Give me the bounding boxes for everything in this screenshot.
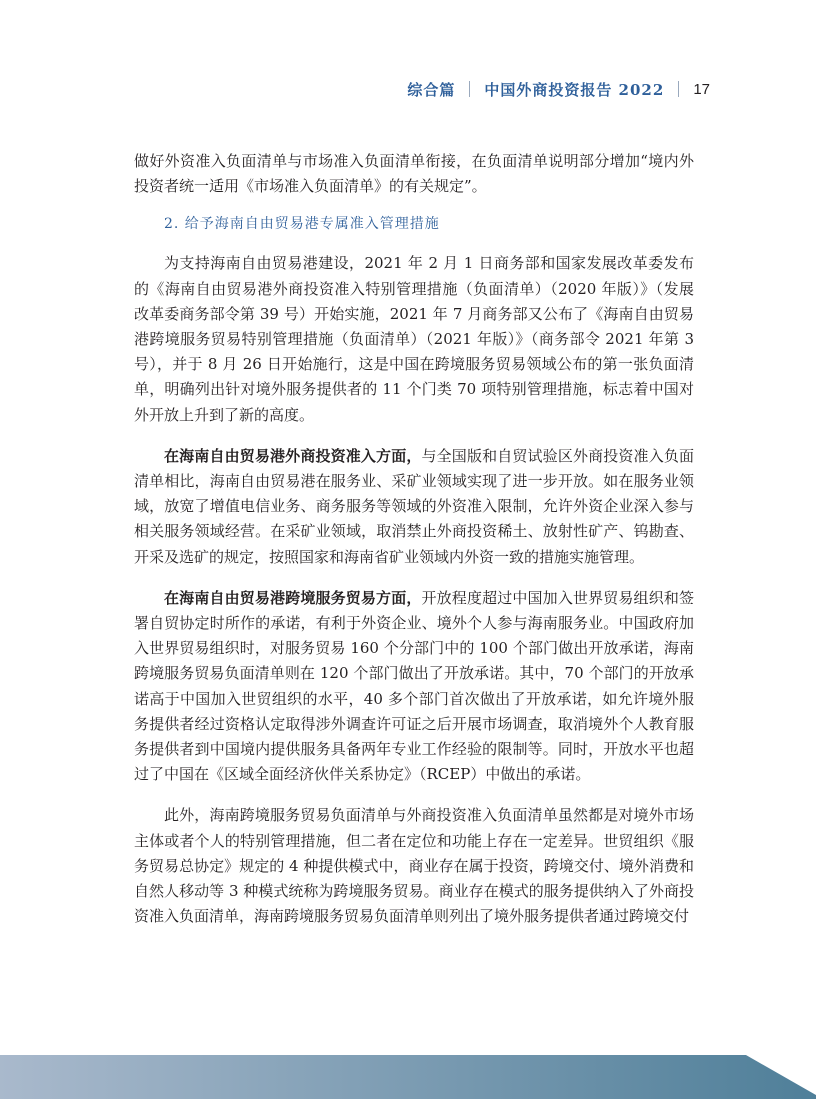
paragraph: 此外，海南跨境服务贸易负面清单与外商投资准入负面清单虽然都是对境外市场主体或者个人的特别管理措施，但二者在定位和功能上存在一定差异。世贸组织《服务贸易总协定》规定的 4 种提供模式中，商业存在属于投资，跨境交付、境外消费和自然人移动等 3 种模式统称为跨境服务贸易。商业存在模式的服务提供纳入了外商投资准入负面清单，海南跨境服务贸易负面清单则列出了境外服务提供者通过跨境交付 [134, 806, 694, 926]
header-divider [469, 81, 470, 97]
subsection-heading: 2. 给予海南自由贸易港专属准入管理措施 [164, 216, 440, 233]
paragraph [134, 444, 694, 570]
paragraph: 做好外资准入负面清单与市场准入负面清单衔接，在负面清单说明部分增加“境内外投资者统一适用《市场准入负面清单》的有关规定”。 [134, 152, 694, 196]
section-title: 综合篇 [407, 80, 456, 99]
paragraph-lead: 在海南自由贸易港跨境服务贸易方面， [164, 588, 422, 607]
paragraph [134, 586, 694, 788]
footer-decoration [0, 1055, 816, 1099]
paragraph-lead: 在海南自由贸易港外商投资准入方面， [164, 446, 422, 465]
paragraph-body: 开放程度超过中国加入世界贸易组织和签署自贸协定时所作的承诺，有利于外资企业、境外个人参与海南服务业。中国政府加入世界贸易组织时，对服务贸易 160 个分部门中的 100 个部门做出开放承诺，海南跨境服务贸易负面清单则在 120 个部门做出了开放承诺。其中，70 个部门的开放承诺高于中国加入世贸组织的水平，40 多个部门首次做出了开放承诺，如允许境外服务提供者经过资格认定取得涉外调查许可证之后开展市场调查，取消境外个人教育服务提供者到中国境内提供服务具备两年专业工作经验的限制等。同时，开放水平也超过了中国在《区域全面经济伙伴关系协定》（RCEP）中做出的承诺。 [134, 588, 694, 784]
paragraph-body: 与全国版和自贸试验区外商投资准入负面清单相比，海南自由贸易港在服务业、采矿业领域实现了进一步开放。如在服务业领域，放宽了增值电信业务、商务服务等领域的外资准入限制，允许外资企业深入参与相关服务领域经营。在采矿业领域，取消禁止外商投资稀土、放射性矿产、钨勘查、开采及选矿的规定，按照国家和海南省矿业领域内外资一致的措施实施管理。 [134, 446, 694, 566]
page-header [407, 78, 710, 100]
body-text [134, 149, 694, 945]
page-number: 17 [693, 80, 710, 98]
report-title: 中国外商投资报告 2022 [484, 80, 665, 99]
header-divider [678, 81, 679, 97]
paragraph: 为支持海南自由贸易港建设，2021 年 2 月 1 日商务部和国家发展改革委发布的《海南自由贸易港外商投资准入特别管理措施（负面清单）（2020 年版）》（发展改革委商务部令第 39 号）开始实施，2021 年 7 月商务部又公布了《海南自由贸易港跨境服务贸易特别管理措施（负面清单）（2021 年版）》（商务部令 2021 年第 3 号），并于 8 月 26 日开始施行，这是中国在跨境服务贸易领域公布的第一张负面清单，明确列出针对境外服务提供者的 11 个门类 70 项特别管理措施，标志着中国对外开放上升到了新的高度。 [134, 254, 694, 424]
